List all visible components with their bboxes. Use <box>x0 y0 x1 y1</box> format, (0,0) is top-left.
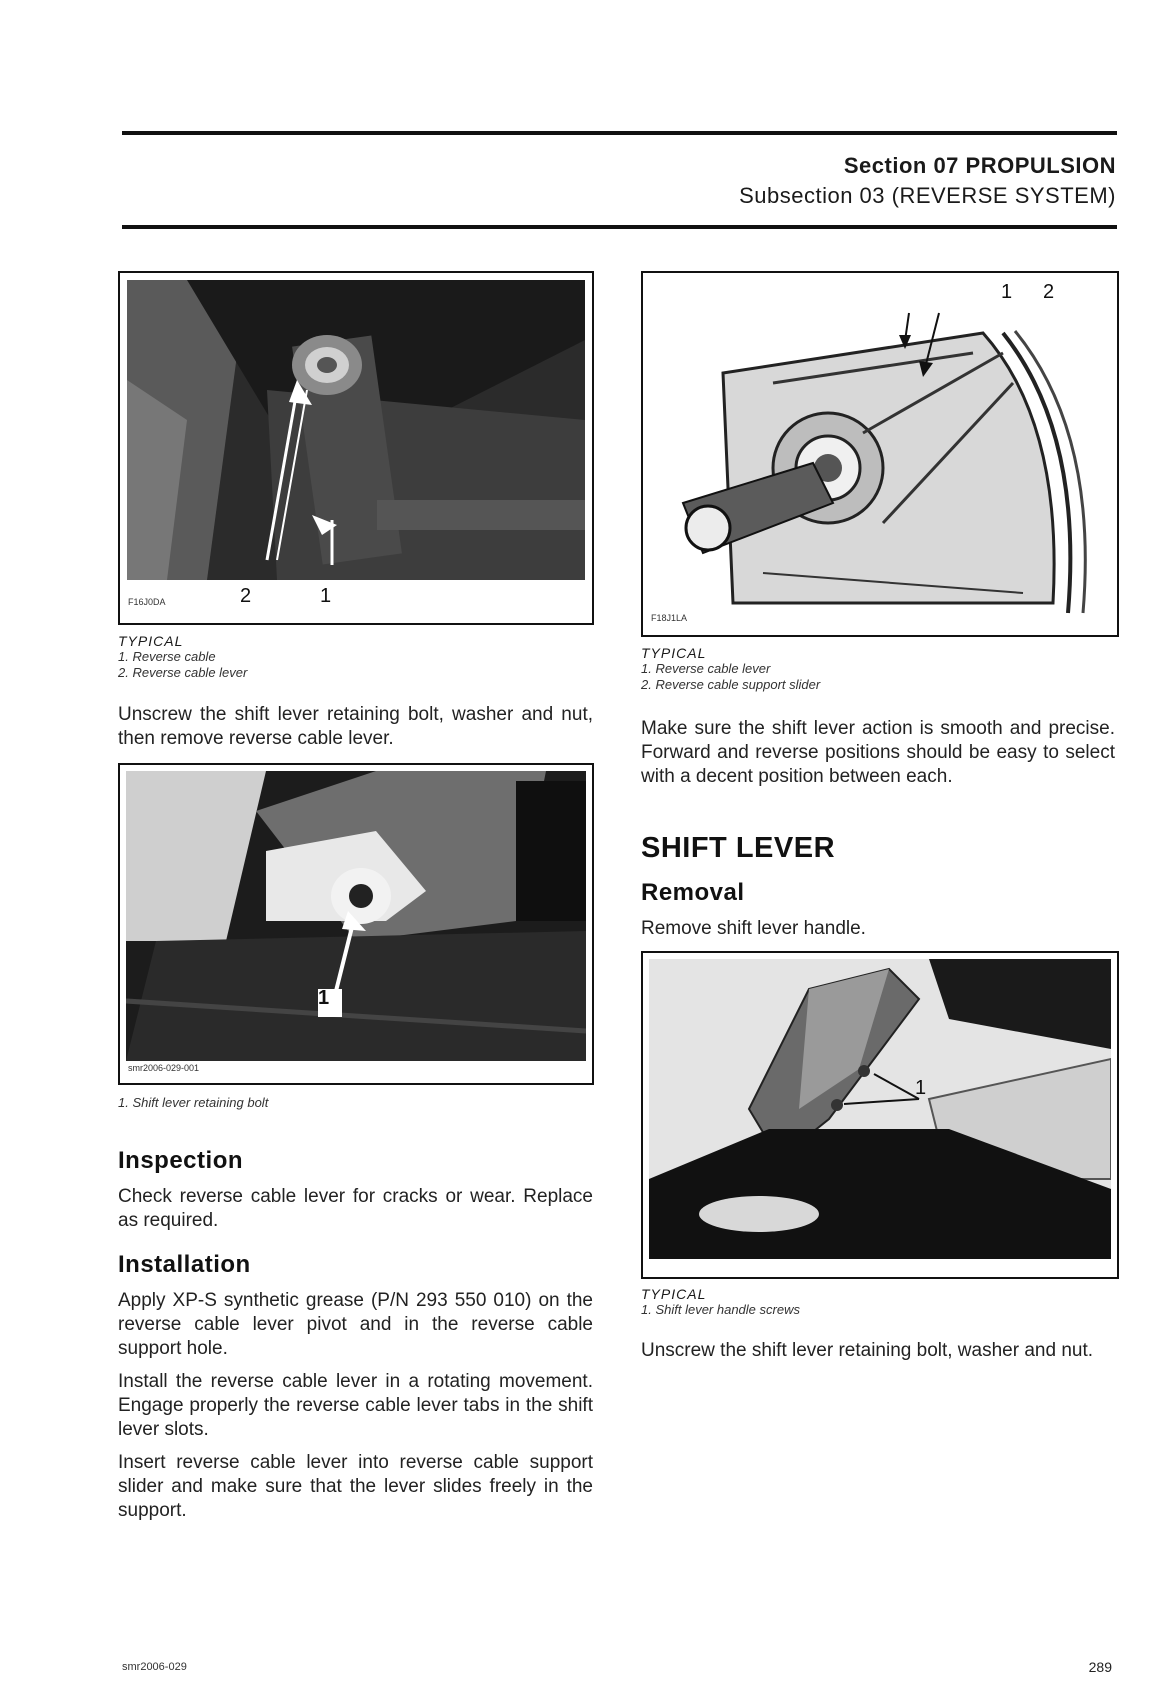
callout-number: 1 <box>320 585 332 607</box>
figure-shift-lever-handle-photo <box>641 951 1119 1279</box>
section-title: Section 07 PROPULSION <box>843 153 1116 178</box>
photo-shift-lever-bolt <box>126 771 586 1061</box>
caption-item: 2. Reverse cable lever <box>118 665 248 680</box>
figure-code: F16J0DA <box>128 597 166 607</box>
figure-3-caption <box>641 645 1121 693</box>
header-top-rule <box>122 131 1117 135</box>
figure-reverse-lever-diagram <box>641 271 1119 637</box>
caption-item: 1. Shift lever handle screws <box>641 1302 800 1317</box>
heading-inspection: Inspection <box>118 1147 244 1174</box>
paragraph-install-3: Insert reverse cable lever into reverse cable support slider and make sure that the lever slides freely in the support. <box>118 1452 593 1521</box>
photo-shift-lever-handle <box>649 959 1111 1259</box>
caption-title: TYPICAL <box>641 645 707 661</box>
figure-4-caption <box>641 1286 1121 1318</box>
figure-code: F18J1LA <box>651 613 688 623</box>
callout-number: 2 <box>1043 281 1055 303</box>
figure-code: smr2006-029-001 <box>128 1063 200 1073</box>
caption-title: TYPICAL <box>118 633 184 649</box>
paragraph-install-2: Install the reverse cable lever in a rotating movement. Engage properly the reverse cable lever tabs in the shift lever slots. <box>118 1371 593 1440</box>
caption-item: 1. Shift lever retaining bolt <box>118 1095 269 1110</box>
caption-title: TYPICAL <box>641 1286 707 1302</box>
subsection-title: Subsection 03 (REVERSE SYSTEM) <box>739 183 1116 208</box>
caption-item: 1. Reverse cable <box>118 649 216 664</box>
caption-item: 2. Reverse cable support slider <box>641 677 821 692</box>
page-number: 289 <box>1088 1659 1112 1675</box>
callout-number: 1 <box>318 987 330 1009</box>
footer-document-code: smr2006-029 <box>122 1661 187 1673</box>
heading-installation: Installation <box>118 1251 251 1278</box>
callout-number: 1 <box>1001 281 1013 303</box>
paragraph-unscrew: Unscrew the shift lever retaining bolt, washer and nut, then remove reverse cable lever. <box>118 704 593 749</box>
figure-reverse-cable-photo <box>118 271 594 625</box>
paragraph-unscrew-2: Unscrew the shift lever retaining bolt, washer and nut. <box>641 1340 1094 1361</box>
heading-shift-lever: SHIFT LEVER <box>641 832 836 864</box>
figure-shift-lever-bolt-photo <box>118 763 594 1085</box>
caption-item: 1. Reverse cable lever <box>641 661 771 676</box>
paragraph-install-1: Apply XP-S synthetic grease (P/N 293 550 010) on the reverse cable lever pivot and in the reverse cable support hole. <box>118 1290 593 1359</box>
figure-1-caption <box>118 633 598 681</box>
paragraph-inspection: Check reverse cable lever for cracks or wear. Replace as required. <box>118 1186 593 1231</box>
photo-reverse-cable <box>127 280 585 580</box>
paragraph-smooth-action: Make sure the shift lever action is smooth and precise. Forward and reverse positions should be easy to select with a decent position between each. <box>641 718 1115 787</box>
header-bottom-rule <box>122 225 1117 229</box>
paragraph-removal: Remove shift lever handle. <box>641 918 866 939</box>
callout-number: 2 <box>240 585 252 607</box>
callout-number: 1 <box>915 1077 927 1099</box>
heading-removal: Removal <box>641 879 745 906</box>
